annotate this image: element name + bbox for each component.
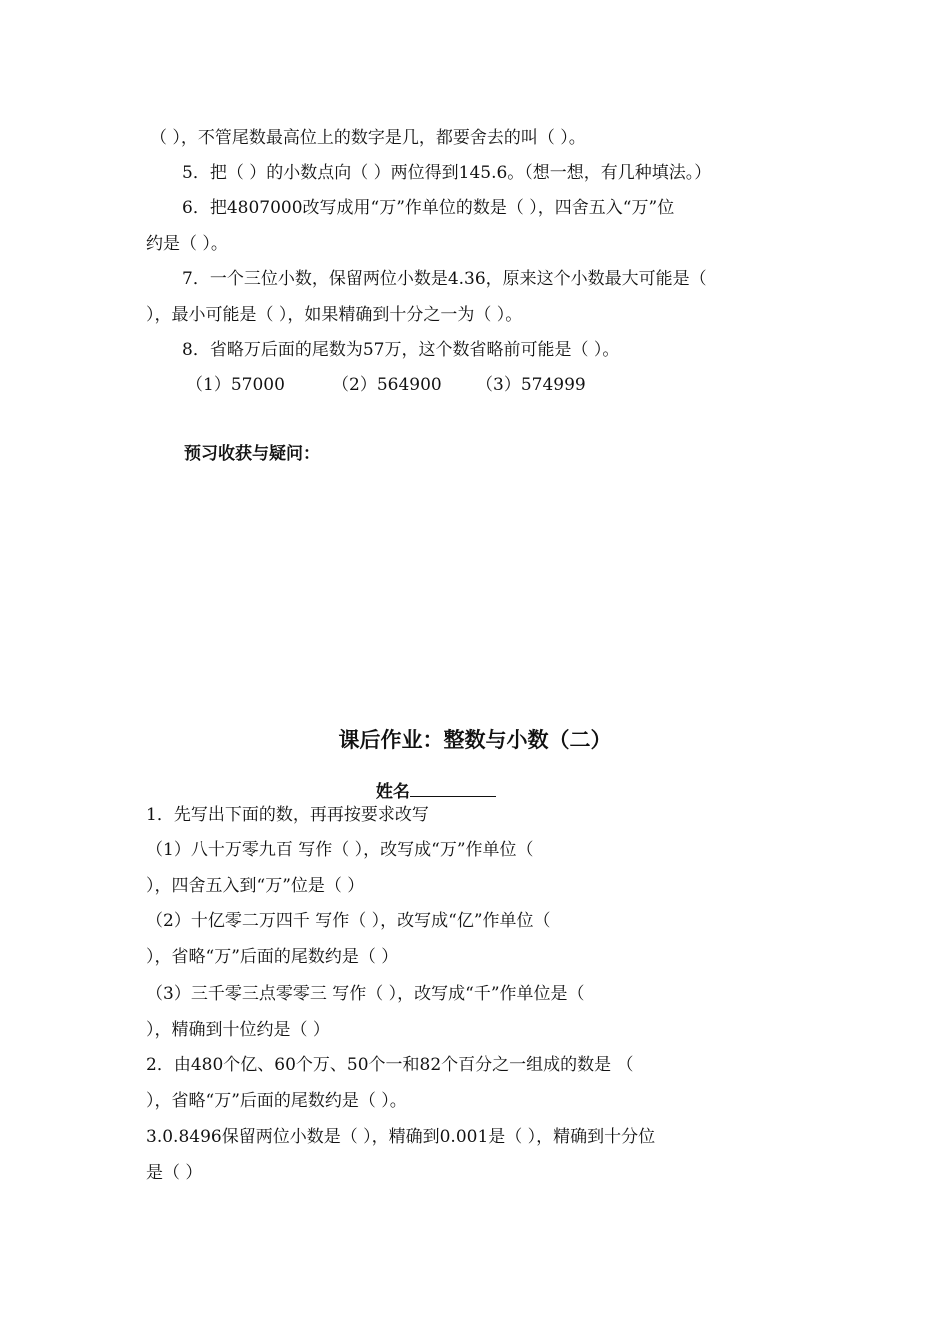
question-7-line-2: ），最小可能是（ ），如果精确到十分之一为（ ）。 <box>146 305 523 325</box>
q1-part1-line-2: ），四舍五入到“万”位是（ ） <box>146 876 365 896</box>
question-5: 5．把（ ）的小数点向（ ）两位得到145.6。（想一想，有几种填法。） <box>182 163 712 183</box>
q3-line-1: 3.0.8496保留两位小数是（ ），精确到0.001是（ ），精确到十分位 <box>146 1127 656 1147</box>
name-label: 姓名 <box>375 782 410 802</box>
question-8-option-2: （2）564900 <box>332 375 442 395</box>
question-8-option-3: （3）574999 <box>476 375 586 395</box>
name-blank-line[interactable] <box>410 780 496 797</box>
q1-part2-line-2: ），省略“万”后面的尾数约是（ ） <box>146 947 399 967</box>
q2-line-1: 2．由480个亿、60个万、50个一和82个百分之一组成的数是 （ <box>146 1055 634 1075</box>
question-6-line-1: 6．把4807000改写成用“万”作单位的数是（ ），四舍五入“万”位 <box>182 198 675 218</box>
name-field <box>364 758 496 803</box>
q1-part2-line-1: （2）十亿零二万四千 写作（ ），改写成“亿”作单位（ <box>146 911 551 931</box>
question-8: 8．省略万后面的尾数为57万，这个数省略前可能是（ ）。 <box>182 340 620 360</box>
q1-intro: 1．先写出下面的数，再再按要求改写 <box>146 805 429 825</box>
q2-line-2: ），省略“万”后面的尾数约是（ ）。 <box>146 1091 407 1111</box>
reflection-heading: 预习收获与疑问： <box>184 444 320 464</box>
question-6-line-2: 约是（ ）。 <box>146 234 228 254</box>
question-7-line-1: 7．一个三位小数，保留两位小数是4.36，原来这个小数最大可能是（ <box>182 269 707 289</box>
question-8-option-1: （1）57000 <box>186 375 285 395</box>
q1-part3-line-1: （3）三千零三点零零三 写作（ ），改写成“千”作单位是（ <box>146 984 585 1004</box>
q1-part3-line-2: ），精确到十位约是（ ） <box>146 1020 330 1040</box>
question-4-continuation: （ ），不管尾数最高位上的数字是几，都要舍去的叫（ ）。 <box>150 128 586 148</box>
q3-line-2: 是（ ） <box>146 1163 203 1183</box>
homework-title: 课后作业：整数与小数（二） <box>338 728 612 752</box>
q1-part1-line-1: （1）八十万零九百 写作（ ），改写成“万”作单位（ <box>146 840 534 860</box>
